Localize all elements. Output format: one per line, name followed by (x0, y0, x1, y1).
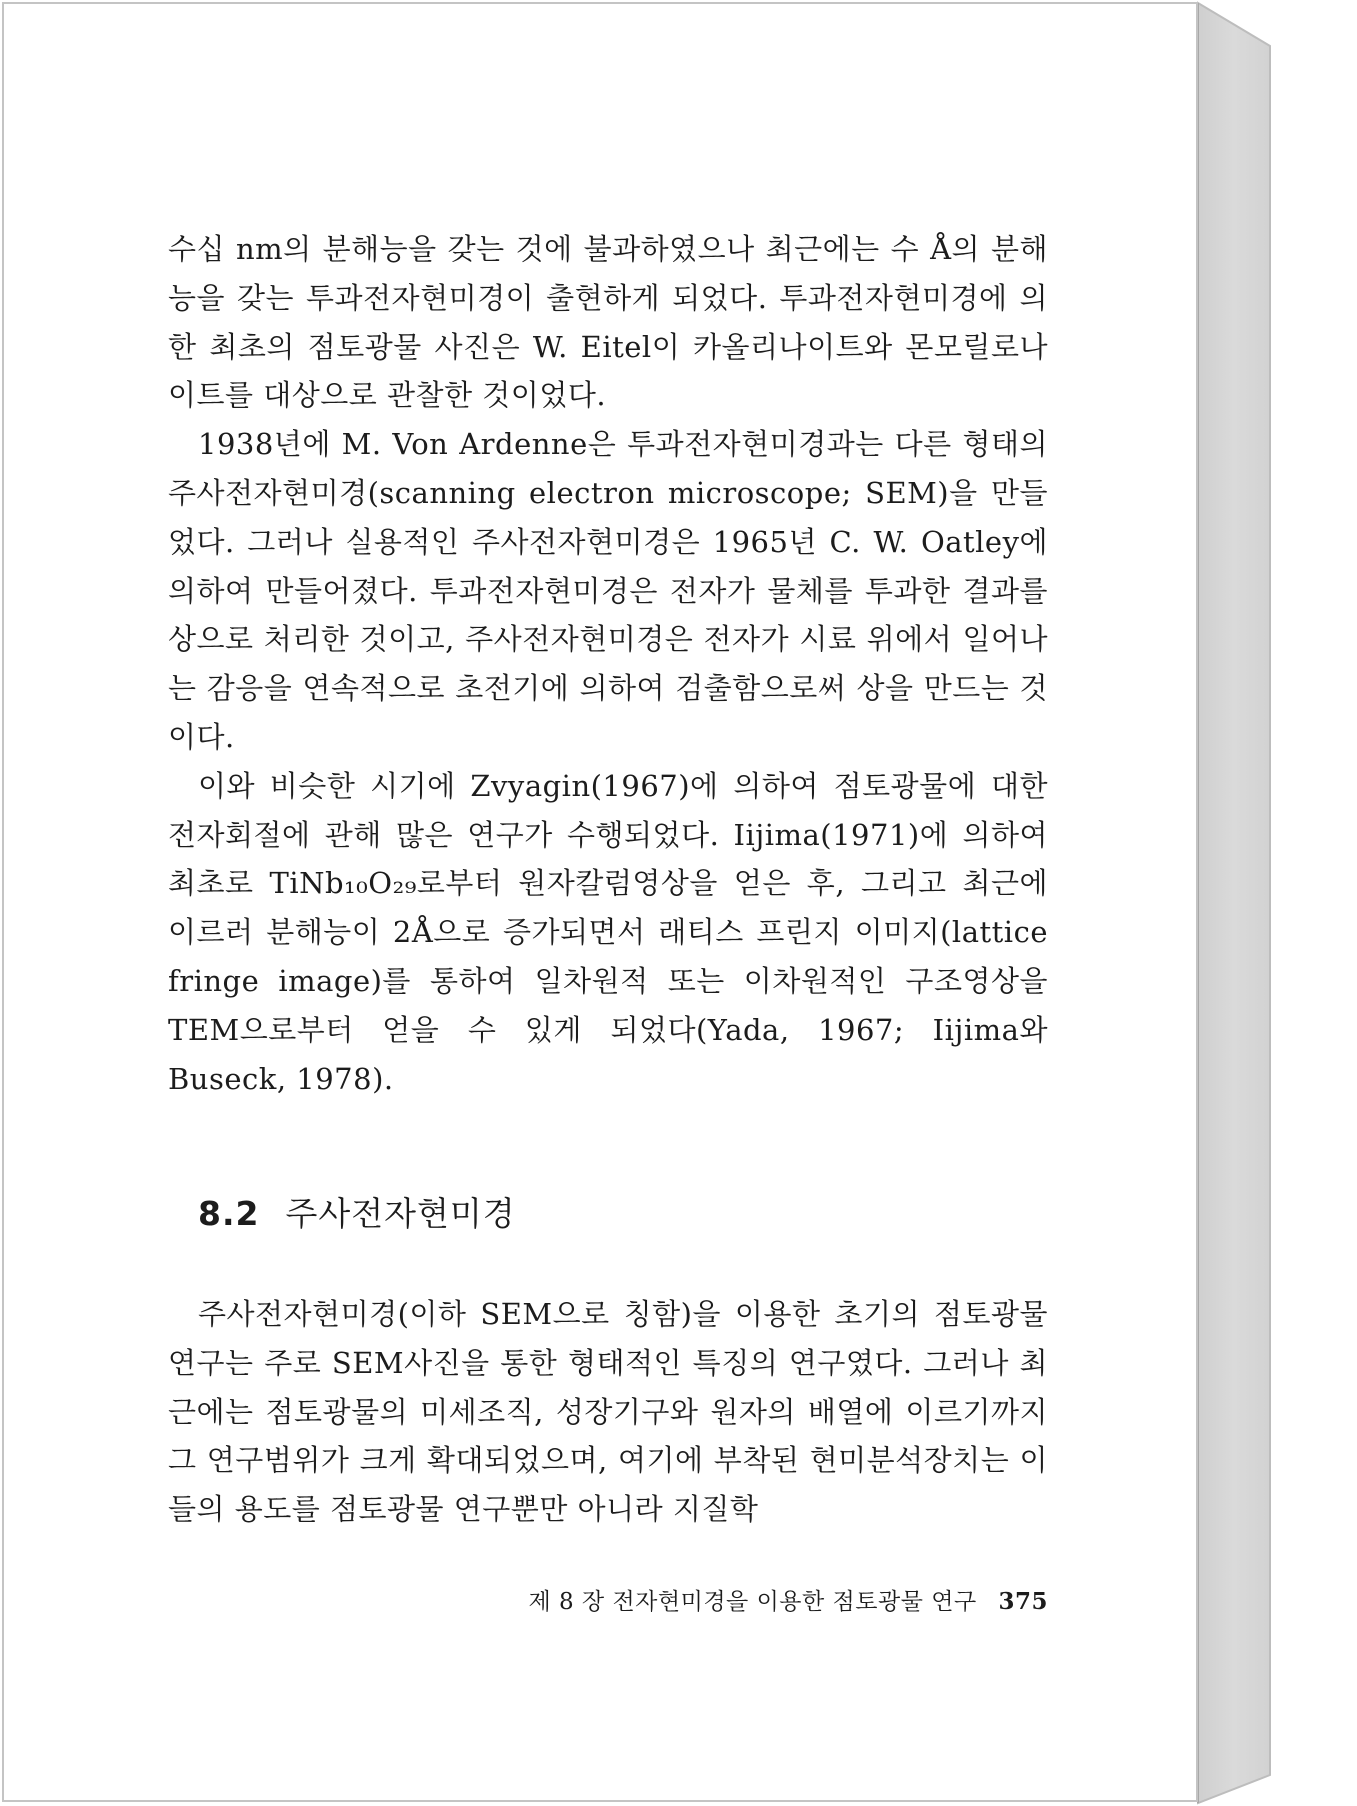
section-number: 8.2 (198, 1194, 260, 1233)
body-text-bottom (168, 1290, 1048, 1534)
footer-chapter: 제 8 장 (528, 1589, 605, 1615)
section-heading (198, 1188, 516, 1235)
paragraph-3: 이와 비슷한 시기에 Zvyagin(1967)에 의하여 점토광물에 대한 전자회절에 관해 많은 연구가 수행되었다. Iijima(1971)에 의하여 최초로 TiNb₁₀O₂₉로부터 원자칼럼영상을 얻은 후, 그리고 최근에 이르러 분해능이 2Å으로 증가되면서 래티스 프린지 이미지(lattice fringe image)를 통하여 일차원적 또는 이차원적인 구조영상을 TEM으로부터 얻을 수 있게 되었다(Yada, 1967; Iijima와 Buseck, 1978). (168, 768, 1048, 1096)
body-text-top (168, 225, 1048, 1103)
footer-title: 전자현미경을 이용한 점토광물 연구 (612, 1589, 977, 1615)
paragraph-2: 1938년에 M. Von Ardenne은 투과전자현미경과는 다른 형태의 주사전자현미경(scanning electron microscope; SEM)을 만들었다. 그러나 실용적인 주사전자현미경은 1965년 C. W. Oatley에 의하여 만들어졌다. 투과전자현미경은 전자가 물체를 투과한 결과를 상으로 처리한 것이고, 주사전자현미경은 전자가 시료 위에서 일어나는 감응을 연속적으로 초전기에 의하여 검출함으로써 상을 만드는 것이다. (168, 427, 1048, 754)
page-number: 375 (998, 1588, 1048, 1615)
paragraph-1: 수십 nm의 분해능을 갖는 것에 불과하였으나 최근에는 수 Å의 분해능을 갖는 투과전자현미경이 출현하게 되었다. 투과전자현미경에 의한 최초의 점토광물 사진은 W. Eitel이 카올리나이트와 몬모릴로나이트를 대상으로 관찰한 것이었다. (168, 232, 1048, 413)
paragraph-4: 주사전자현미경(이하 SEM으로 칭함)을 이용한 초기의 점토광물 연구는 주로 SEM사진을 통한 형태적인 특징의 연구였다. 그러나 최근에는 점토광물의 미세조직, 성장기구와 원자의 배열에 이르기까지 그 연구범위가 크게 확대되었으며, 여기에 부착된 현미분석장치는 이들의 용도를 점토광물 연구뿐만 아니라 지질학 (168, 1297, 1048, 1527)
section-title: 주사전자현미경 (285, 1194, 516, 1233)
running-footer (460, 1583, 1048, 1616)
